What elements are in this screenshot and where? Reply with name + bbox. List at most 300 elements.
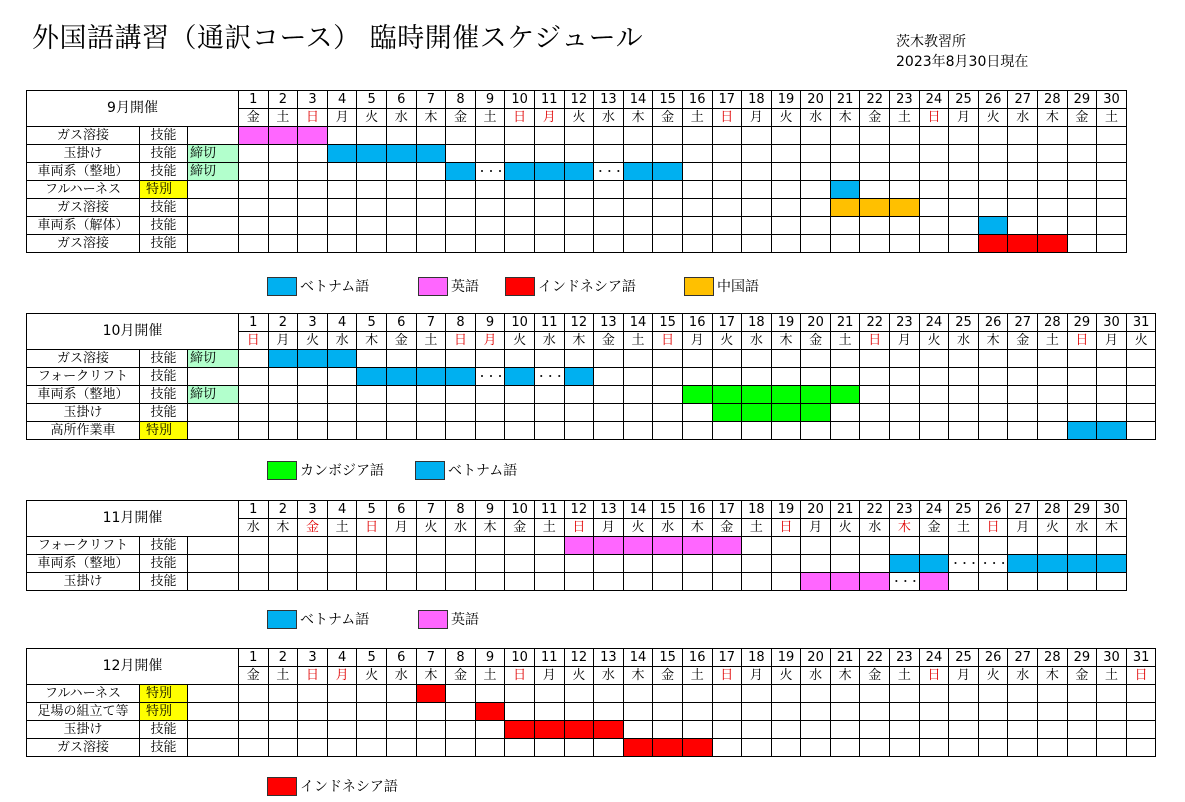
session-cell — [505, 721, 535, 739]
day-cell — [949, 127, 979, 145]
course-tag — [188, 555, 239, 573]
weekday: 土 — [475, 667, 505, 685]
day-cell — [1097, 350, 1127, 368]
day-cell — [1067, 235, 1097, 253]
weekday: 月 — [534, 667, 564, 685]
session-cell — [505, 368, 535, 386]
day-cell — [801, 163, 831, 181]
course-row — [27, 386, 1156, 404]
day-number: 8 — [446, 649, 476, 667]
day-cell — [239, 721, 269, 739]
course-kind: 技能 — [140, 368, 188, 386]
session-cell — [623, 537, 653, 555]
day-cell — [534, 145, 564, 163]
day-cell — [534, 386, 564, 404]
day-cell — [239, 217, 269, 235]
course-name: 玉掛け — [27, 573, 140, 591]
weekday: 土 — [416, 332, 446, 350]
day-number: 13 — [594, 501, 624, 519]
day-cell — [268, 555, 298, 573]
day-number: 25 — [949, 649, 979, 667]
day-number: 26 — [978, 649, 1008, 667]
day-cell — [239, 235, 269, 253]
weekday: 月 — [475, 332, 505, 350]
day-number: 31 — [1126, 314, 1156, 332]
day-number: 5 — [357, 314, 387, 332]
day-cell — [327, 422, 357, 440]
day-cell — [919, 422, 949, 440]
day-number: 16 — [682, 91, 712, 109]
day-cell — [357, 386, 387, 404]
day-cell — [446, 350, 476, 368]
day-cell — [712, 555, 742, 573]
day-cell — [416, 350, 446, 368]
course-name: ガス溶接 — [27, 127, 140, 145]
legend-item — [684, 276, 759, 296]
day-cell — [386, 199, 416, 217]
day-cell — [890, 145, 920, 163]
course-kind: 技能 — [140, 217, 188, 235]
day-cell — [446, 386, 476, 404]
day-number: 18 — [742, 649, 772, 667]
course-row — [27, 181, 1127, 199]
day-cell — [949, 217, 979, 235]
day-cell — [298, 181, 328, 199]
weekday: 金 — [298, 519, 328, 537]
legend-label: 中国語 — [717, 279, 759, 295]
weekday: 土 — [475, 109, 505, 127]
day-cell — [1008, 350, 1038, 368]
day-cell — [682, 181, 712, 199]
day-cell — [1038, 537, 1068, 555]
day-cell — [357, 422, 387, 440]
day-number: 25 — [949, 91, 979, 109]
day-cell — [919, 739, 949, 757]
day-cell — [682, 721, 712, 739]
day-cell — [653, 685, 683, 703]
session-cell — [682, 739, 712, 757]
session-cell — [416, 368, 446, 386]
day-number: 26 — [978, 91, 1008, 109]
day-cell — [712, 217, 742, 235]
day-number: 7 — [416, 91, 446, 109]
weekday: 月 — [1008, 519, 1038, 537]
day-cell — [978, 703, 1008, 721]
day-cell — [475, 235, 505, 253]
course-name: 車両系（整地） — [27, 386, 140, 404]
course-name: フルハーネス — [27, 181, 140, 199]
course-name: 車両系（解体） — [27, 217, 140, 235]
weekday: 木 — [416, 109, 446, 127]
weekday: 日 — [239, 332, 269, 350]
weekday: 土 — [890, 109, 920, 127]
day-cell — [298, 368, 328, 386]
course-tag — [188, 422, 239, 440]
session-cell — [742, 404, 772, 422]
weekday: 金 — [1067, 667, 1097, 685]
day-number: 18 — [742, 91, 772, 109]
day-cell — [327, 739, 357, 757]
day-cell — [386, 422, 416, 440]
day-cell — [446, 685, 476, 703]
day-cell — [534, 739, 564, 757]
day-cell — [830, 703, 860, 721]
legend-swatch — [415, 461, 445, 480]
day-cell — [1008, 739, 1038, 757]
day-cell — [239, 555, 269, 573]
day-cell — [327, 555, 357, 573]
course-name: 高所作業車 — [27, 422, 140, 440]
day-cell — [298, 537, 328, 555]
session-cell — [623, 163, 653, 181]
day-cell — [534, 181, 564, 199]
day-cell — [712, 350, 742, 368]
course-tag — [188, 199, 239, 217]
day-cell — [416, 573, 446, 591]
day-cell — [919, 721, 949, 739]
day-number: 27 — [1008, 501, 1038, 519]
weekday: 火 — [1038, 519, 1068, 537]
day-cell — [298, 145, 328, 163]
session-cell — [239, 127, 269, 145]
session-cell — [653, 739, 683, 757]
day-cell — [623, 217, 653, 235]
day-cell — [682, 404, 712, 422]
weekday: 月 — [801, 519, 831, 537]
day-cell — [919, 368, 949, 386]
day-cell — [919, 386, 949, 404]
day-number: 7 — [416, 314, 446, 332]
day-number: 24 — [919, 649, 949, 667]
legend-item — [415, 460, 517, 480]
weekday: 日 — [357, 519, 387, 537]
day-cell — [801, 235, 831, 253]
day-cell — [623, 368, 653, 386]
weekday: 金 — [860, 109, 890, 127]
weekday: 日 — [860, 332, 890, 350]
day-cell — [386, 127, 416, 145]
weekday: 土 — [682, 109, 712, 127]
legend-label: カンボジア語 — [300, 463, 384, 479]
day-number: 10 — [505, 91, 535, 109]
day-cell — [949, 163, 979, 181]
day-number: 13 — [594, 91, 624, 109]
day-number: 22 — [860, 649, 890, 667]
day-cell — [771, 739, 801, 757]
day-number: 1 — [239, 314, 269, 332]
weekday: 水 — [1008, 667, 1038, 685]
day-cell — [357, 235, 387, 253]
day-cell — [801, 721, 831, 739]
course-tag — [188, 537, 239, 555]
day-cell — [712, 739, 742, 757]
weekday: 土 — [1038, 332, 1068, 350]
course-name: 足場の組立て等 — [27, 703, 140, 721]
course-tag — [188, 127, 239, 145]
day-number: 23 — [890, 649, 920, 667]
day-cell — [801, 555, 831, 573]
session-cell — [327, 145, 357, 163]
day-number: 1 — [239, 91, 269, 109]
day-cell — [505, 350, 535, 368]
day-cell — [771, 181, 801, 199]
day-cell — [298, 199, 328, 217]
day-cell — [594, 350, 624, 368]
day-cell — [505, 386, 535, 404]
day-cell — [742, 350, 772, 368]
weekday: 月 — [949, 109, 979, 127]
day-cell — [919, 350, 949, 368]
course-row — [27, 368, 1156, 386]
day-cell — [357, 199, 387, 217]
day-cell — [771, 350, 801, 368]
session-cell — [475, 703, 505, 721]
day-cell — [860, 703, 890, 721]
day-cell — [1126, 404, 1156, 422]
day-cell — [268, 368, 298, 386]
day-cell — [327, 127, 357, 145]
day-cell — [682, 422, 712, 440]
day-cell — [446, 537, 476, 555]
course-tag — [188, 235, 239, 253]
day-cell — [594, 235, 624, 253]
legend-label: ベトナム語 — [300, 612, 370, 628]
day-cell — [771, 573, 801, 591]
day-cell — [1008, 537, 1038, 555]
day-cell — [268, 422, 298, 440]
day-cell — [949, 404, 979, 422]
day-cell — [712, 368, 742, 386]
day-cell — [890, 422, 920, 440]
day-cell — [742, 422, 772, 440]
day-cell — [416, 703, 446, 721]
day-number: 15 — [653, 501, 683, 519]
course-tag: 締切 — [188, 386, 239, 404]
day-cell — [771, 721, 801, 739]
day-cell — [801, 422, 831, 440]
session-cell — [830, 181, 860, 199]
day-cell — [327, 404, 357, 422]
day-number: 5 — [357, 91, 387, 109]
day-cell — [534, 685, 564, 703]
day-cell — [386, 739, 416, 757]
weekday: 日 — [1126, 667, 1156, 685]
weekday: 木 — [771, 332, 801, 350]
day-cell — [1126, 350, 1156, 368]
day-cell — [446, 199, 476, 217]
day-number: 20 — [801, 501, 831, 519]
day-cell — [623, 235, 653, 253]
day-cell — [890, 537, 920, 555]
session-cell — [771, 404, 801, 422]
day-cell — [357, 350, 387, 368]
day-cell — [771, 703, 801, 721]
session-cell — [978, 217, 1008, 235]
day-number: 13 — [594, 649, 624, 667]
day-cell — [416, 217, 446, 235]
day-cell — [978, 199, 1008, 217]
office-info — [896, 32, 1028, 72]
day-cell — [742, 217, 772, 235]
weekday: 木 — [1038, 667, 1068, 685]
session-cell — [919, 573, 949, 591]
weekday: 木 — [623, 109, 653, 127]
day-cell — [357, 739, 387, 757]
day-cell — [890, 217, 920, 235]
day-cell — [564, 181, 594, 199]
weekday: 水 — [327, 332, 357, 350]
day-cell — [1008, 386, 1038, 404]
day-number: 12 — [564, 501, 594, 519]
day-cell — [978, 404, 1008, 422]
day-cell — [919, 537, 949, 555]
weekday: 日 — [1067, 332, 1097, 350]
course-row — [27, 573, 1127, 591]
day-cell — [239, 163, 269, 181]
day-cell — [239, 739, 269, 757]
weekday: 金 — [860, 667, 890, 685]
day-cell — [771, 145, 801, 163]
day-cell — [653, 386, 683, 404]
continuation-dots: ・・・ — [475, 368, 505, 386]
day-cell — [712, 181, 742, 199]
weekday: 月 — [268, 332, 298, 350]
course-name: ガス溶接 — [27, 199, 140, 217]
day-number: 22 — [860, 91, 890, 109]
day-cell — [239, 703, 269, 721]
day-cell — [801, 199, 831, 217]
session-cell — [742, 386, 772, 404]
day-number: 27 — [1008, 91, 1038, 109]
weekday: 火 — [1126, 332, 1156, 350]
weekday: 月 — [949, 667, 979, 685]
weekday: 木 — [564, 332, 594, 350]
day-cell — [801, 537, 831, 555]
day-cell — [327, 163, 357, 181]
day-cell — [1067, 350, 1097, 368]
day-cell — [830, 145, 860, 163]
day-cell — [830, 685, 860, 703]
day-cell — [860, 537, 890, 555]
day-cell — [682, 145, 712, 163]
session-cell — [298, 350, 328, 368]
day-cell — [860, 350, 890, 368]
day-cell — [623, 181, 653, 199]
day-cell — [801, 703, 831, 721]
day-cell — [771, 235, 801, 253]
session-cell — [682, 386, 712, 404]
weekday: 水 — [949, 332, 979, 350]
day-cell — [1038, 386, 1068, 404]
day-cell — [475, 199, 505, 217]
day-number: 23 — [890, 314, 920, 332]
session-cell — [386, 145, 416, 163]
day-number: 5 — [357, 649, 387, 667]
day-cell — [446, 422, 476, 440]
session-cell — [712, 386, 742, 404]
day-cell — [653, 404, 683, 422]
day-cell — [623, 422, 653, 440]
day-cell — [327, 368, 357, 386]
schedule-table — [26, 500, 1127, 591]
continuation-dots: ・・・ — [890, 573, 920, 591]
day-cell — [1038, 127, 1068, 145]
session-cell — [298, 127, 328, 145]
day-number: 30 — [1097, 649, 1127, 667]
legend-label: インドネシア語 — [538, 279, 636, 295]
day-cell — [564, 573, 594, 591]
day-cell — [949, 350, 979, 368]
continuation-dots: ・・・ — [949, 555, 979, 573]
weekday: 水 — [386, 109, 416, 127]
day-cell — [1008, 368, 1038, 386]
session-cell — [712, 404, 742, 422]
day-cell — [682, 573, 712, 591]
day-number: 9 — [475, 501, 505, 519]
day-cell — [712, 145, 742, 163]
weekday: 金 — [653, 109, 683, 127]
day-cell — [771, 368, 801, 386]
day-cell — [860, 145, 890, 163]
day-cell — [801, 181, 831, 199]
day-cell — [623, 350, 653, 368]
day-cell — [386, 404, 416, 422]
weekday: 水 — [594, 667, 624, 685]
day-cell — [801, 217, 831, 235]
day-number: 30 — [1097, 314, 1127, 332]
day-cell — [890, 181, 920, 199]
day-cell — [386, 163, 416, 181]
day-cell — [1097, 163, 1127, 181]
day-cell — [416, 235, 446, 253]
course-row — [27, 127, 1127, 145]
weekday: 金 — [712, 519, 742, 537]
day-cell — [1067, 181, 1097, 199]
day-number: 9 — [475, 649, 505, 667]
day-number: 29 — [1067, 501, 1097, 519]
day-cell — [298, 703, 328, 721]
day-cell — [1038, 199, 1068, 217]
day-cell — [919, 235, 949, 253]
weekday: 月 — [594, 519, 624, 537]
day-cell — [830, 739, 860, 757]
day-cell — [298, 555, 328, 573]
day-cell — [416, 127, 446, 145]
day-number: 5 — [357, 501, 387, 519]
day-cell — [978, 573, 1008, 591]
day-cell — [239, 368, 269, 386]
day-cell — [771, 217, 801, 235]
day-cell — [268, 163, 298, 181]
day-cell — [890, 739, 920, 757]
day-cell — [801, 685, 831, 703]
day-number-row — [27, 91, 1127, 109]
weekday: 木 — [1097, 519, 1127, 537]
day-cell — [564, 685, 594, 703]
continuation-dots: ・・・ — [534, 368, 564, 386]
course-kind: 技能 — [140, 350, 188, 368]
legend-label: 英語 — [451, 612, 479, 628]
weekday: 金 — [505, 519, 535, 537]
weekday: 金 — [386, 332, 416, 350]
course-tag — [188, 721, 239, 739]
course-kind: 特別 — [140, 422, 188, 440]
day-cell — [1008, 404, 1038, 422]
session-cell — [564, 368, 594, 386]
day-number-row — [27, 314, 1156, 332]
day-cell — [386, 555, 416, 573]
day-cell — [978, 127, 1008, 145]
